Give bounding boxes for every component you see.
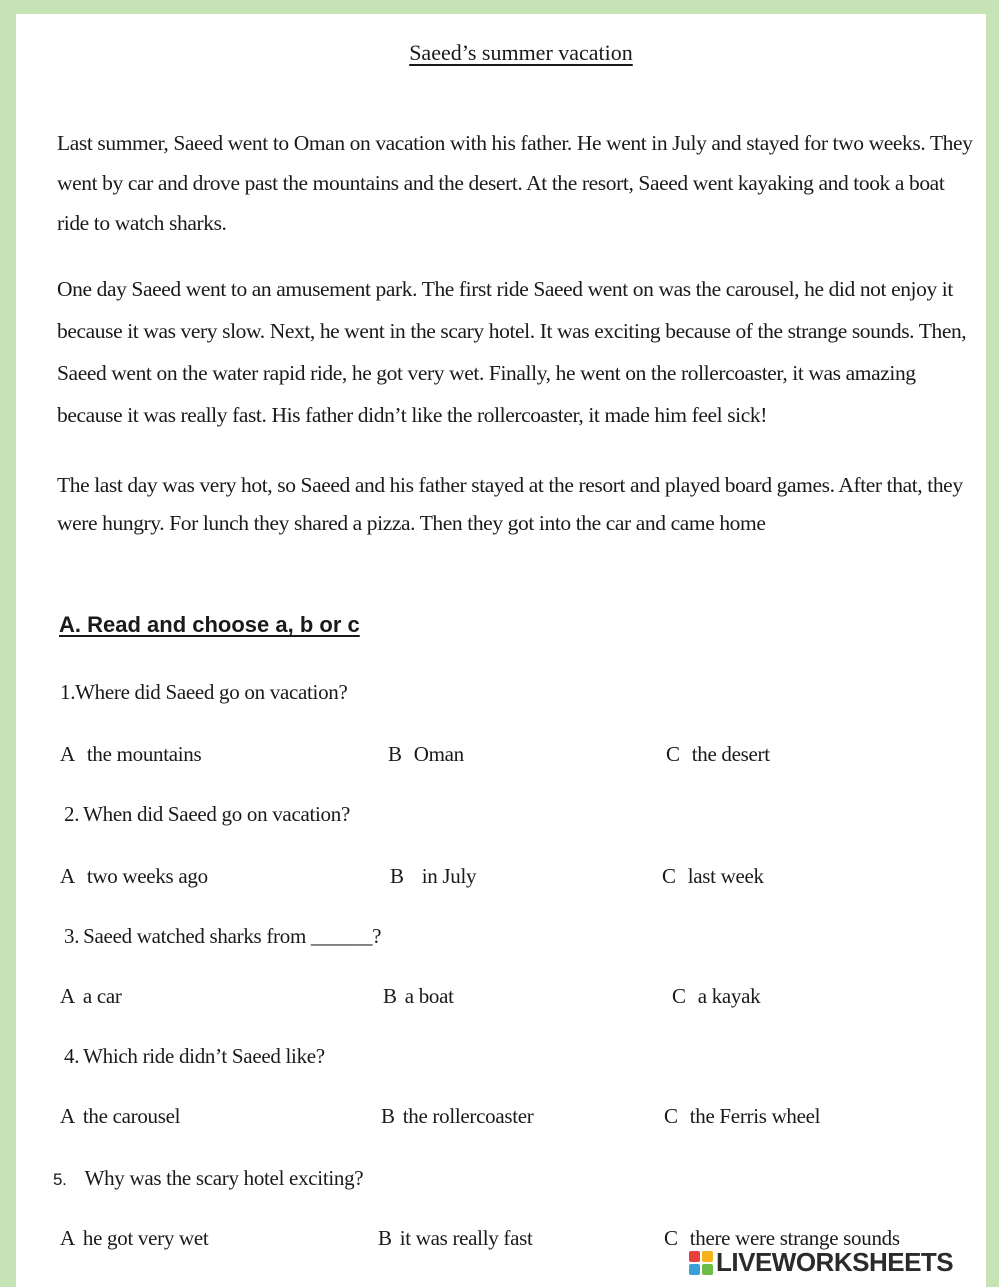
question-4 bbox=[64, 1044, 325, 1069]
question-number: 5. bbox=[53, 1170, 67, 1189]
liveworksheets-brand[interactable] bbox=[689, 1247, 953, 1278]
q2-option-a[interactable] bbox=[60, 864, 208, 889]
option-letter: C bbox=[666, 742, 680, 766]
q3-option-a[interactable] bbox=[60, 984, 122, 1009]
option-letter: C bbox=[662, 864, 676, 888]
q3-option-c[interactable] bbox=[672, 984, 760, 1009]
question-text: Why was the scary hotel exciting? bbox=[84, 1166, 364, 1190]
option-text: a car bbox=[82, 984, 122, 1008]
q5-option-b[interactable] bbox=[378, 1226, 533, 1251]
logo-square-green bbox=[702, 1264, 713, 1275]
option-text: there were strange sounds bbox=[689, 1226, 900, 1250]
option-letter: A bbox=[60, 1104, 75, 1128]
question-text: When did Saeed go on vacation? bbox=[83, 802, 350, 826]
worksheet-title: Saeed’s summer vacation bbox=[409, 40, 633, 65]
option-letter: C bbox=[672, 984, 686, 1008]
option-letter: B bbox=[381, 1104, 395, 1128]
worksheet-page bbox=[16, 14, 986, 1287]
option-text: in July bbox=[421, 864, 477, 888]
story-paragraph-3: The last day was very hot, so Saeed and his father stayed at the resort and played board games. After that, they were hungry. For lunch they shared a pizza. Then they got into the car and came home bbox=[57, 473, 963, 535]
brand-name: LIVEWORKSHEETS bbox=[716, 1247, 954, 1277]
question-text: Saeed watched sharks from ______? bbox=[83, 924, 382, 948]
q2-option-b[interactable] bbox=[390, 864, 476, 889]
option-letter: A bbox=[60, 1226, 75, 1250]
option-text: two weeks ago bbox=[86, 864, 208, 888]
option-text: the rollercoaster bbox=[402, 1104, 534, 1128]
logo-square-blue bbox=[689, 1264, 700, 1275]
q2-option-c[interactable] bbox=[662, 864, 764, 889]
question-number: 3. bbox=[64, 924, 80, 948]
option-letter: B bbox=[383, 984, 397, 1008]
option-text: he got very wet bbox=[82, 1226, 209, 1250]
question-2 bbox=[64, 802, 350, 827]
question-text: Where did Saeed go on vacation? bbox=[75, 680, 348, 704]
q4-option-c[interactable] bbox=[664, 1104, 820, 1129]
option-text: the mountains bbox=[86, 742, 202, 766]
q1-option-a[interactable] bbox=[60, 742, 201, 767]
option-letter: B bbox=[390, 864, 404, 888]
option-letter: A bbox=[60, 984, 75, 1008]
option-letter: A bbox=[60, 864, 75, 888]
section-heading: A. Read and choose a, b or c bbox=[59, 612, 360, 637]
option-text: it was really fast bbox=[399, 1226, 533, 1250]
story-paragraph-1: Last summer, Saeed went to Oman on vacation with his father. He went in July and stayed for two weeks. They went by car and drove past the mountains and the desert. At the resort, Saeed went kayaking and took a boat ride to watch sharks. bbox=[57, 131, 973, 235]
option-letter: A bbox=[60, 742, 75, 766]
logo-square-red bbox=[689, 1251, 700, 1262]
option-letter: B bbox=[378, 1226, 392, 1250]
question-text: Which ride didn’t Saeed like? bbox=[83, 1044, 325, 1068]
option-text: the Ferris wheel bbox=[689, 1104, 821, 1128]
q4-option-b[interactable] bbox=[381, 1104, 533, 1129]
option-text: a kayak bbox=[697, 984, 761, 1008]
option-letter: C bbox=[664, 1226, 678, 1250]
q1-option-c[interactable] bbox=[666, 742, 770, 767]
option-text: a boat bbox=[404, 984, 454, 1008]
question-1 bbox=[60, 680, 348, 705]
q3-option-b[interactable] bbox=[383, 984, 454, 1009]
q1-option-b[interactable] bbox=[388, 742, 464, 767]
option-letter: B bbox=[388, 742, 402, 766]
q4-option-a[interactable] bbox=[60, 1104, 180, 1129]
question-5 bbox=[53, 1166, 363, 1191]
question-number: 4. bbox=[64, 1044, 80, 1068]
option-letter: C bbox=[664, 1104, 678, 1128]
liveworksheets-logo-icon bbox=[689, 1251, 713, 1275]
question-number: 2. bbox=[64, 802, 80, 826]
logo-square-yellow bbox=[702, 1251, 713, 1262]
question-3 bbox=[64, 924, 381, 949]
option-text: last week bbox=[687, 864, 764, 888]
option-text: the carousel bbox=[82, 1104, 181, 1128]
q5-option-a[interactable] bbox=[60, 1226, 208, 1251]
option-text: Oman bbox=[413, 742, 464, 766]
option-text: the desert bbox=[691, 742, 770, 766]
story-paragraph-2: One day Saeed went to an amusement park. The first ride Saeed went on was the carousel, he did not enjoy it because it was very slow. Next, he went in the scary hotel. It was exciting because of the strange sounds. Then, Saeed went on the water rapid ride, he got very wet. Finally, he went on the rollercoaster, it was amazing because it was really fast. His father didn’t like the rollercoaster, it made him feel sick! bbox=[57, 277, 967, 427]
question-number: 1. bbox=[60, 680, 76, 704]
